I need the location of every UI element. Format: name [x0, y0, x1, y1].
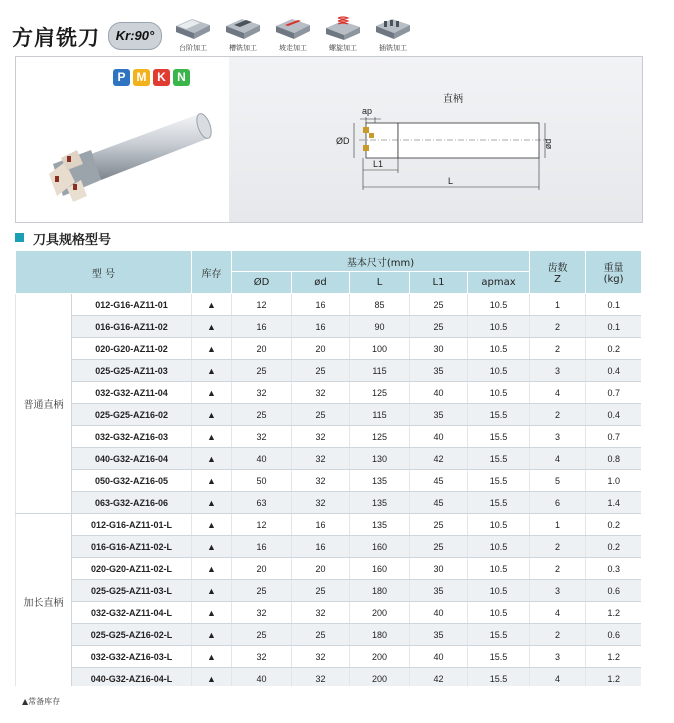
value-cell-kg: 0.3 — [586, 558, 641, 580]
value-cell-z: 4 — [530, 448, 586, 470]
table-row — [16, 668, 642, 687]
value-cell-L: 85 — [350, 294, 410, 316]
stock-cell: ▲ — [192, 316, 232, 338]
value-cell-L1: 35 — [410, 360, 468, 382]
value-cell-z: 6 — [530, 492, 586, 514]
value-cell-ap: 15.5 — [468, 646, 530, 668]
value-cell-ap: 15.5 — [468, 448, 530, 470]
value-cell-L1: 40 — [410, 646, 468, 668]
model-cell: 040-G32-AZ16-04 — [72, 448, 192, 470]
model-cell: 020-G20-AZ11-02-L — [72, 558, 192, 580]
value-cell-ap: 10.5 — [468, 294, 530, 316]
value-cell-L: 100 — [350, 338, 410, 360]
value-cell-D: 12 — [232, 514, 292, 536]
value-cell-kg: 0.7 — [586, 426, 641, 448]
operation-ramping — [270, 16, 316, 53]
table-row — [16, 580, 642, 602]
value-cell-z: 1 — [530, 294, 586, 316]
header-col-od: ød — [292, 272, 350, 294]
value-cell-z: 1 — [530, 514, 586, 536]
value-cell-D: 16 — [232, 536, 292, 558]
helical-milling-icon — [324, 16, 362, 40]
value-cell-D: 32 — [232, 602, 292, 624]
value-cell-kg: 0.1 — [586, 316, 641, 338]
table-row — [16, 316, 642, 338]
value-cell-z: 4 — [530, 382, 586, 404]
value-cell-L1: 25 — [410, 294, 468, 316]
end-mill-photo — [31, 92, 226, 217]
operation-slot — [220, 16, 266, 53]
value-cell-d: 16 — [292, 536, 350, 558]
value-cell-kg: 0.1 — [586, 294, 641, 316]
value-cell-D: 25 — [232, 360, 292, 382]
ap-label: ap — [362, 106, 373, 116]
value-cell-kg: 1.2 — [586, 646, 641, 668]
value-cell-kg: 0.6 — [586, 580, 641, 602]
value-cell-z: 2 — [530, 536, 586, 558]
header-col-OD: ØD — [232, 272, 292, 294]
value-cell-L1: 40 — [410, 602, 468, 624]
model-cell: 025-G25-AZ11-03-L — [72, 580, 192, 602]
value-cell-z: 2 — [530, 558, 586, 580]
stock-cell: ▲ — [192, 580, 232, 602]
model-cell: 063-G32-AZ16-06 — [72, 492, 192, 514]
value-cell-d: 16 — [292, 294, 350, 316]
operation-helical — [320, 16, 366, 53]
table-row — [16, 448, 642, 470]
value-cell-ap: 10.5 — [468, 360, 530, 382]
header-stock: 库存 — [192, 251, 232, 294]
value-cell-D: 32 — [232, 382, 292, 404]
slot-milling-icon — [224, 16, 262, 40]
stock-cell: ▲ — [192, 492, 232, 514]
value-cell-d: 20 — [292, 558, 350, 580]
table-row — [16, 404, 642, 426]
section-marker — [15, 233, 24, 242]
value-cell-D: 40 — [232, 448, 292, 470]
value-cell-L1: 42 — [410, 668, 468, 687]
model-cell: 032-G32-AZ16-03-L — [72, 646, 192, 668]
value-cell-D: 40 — [232, 668, 292, 687]
stock-cell: ▲ — [192, 558, 232, 580]
value-cell-z: 3 — [530, 646, 586, 668]
plunge-milling-icon — [374, 16, 412, 40]
value-cell-D: 63 — [232, 492, 292, 514]
value-cell-d: 32 — [292, 492, 350, 514]
material-m-badge: M — [133, 69, 150, 86]
value-cell-kg: 1.4 — [586, 492, 641, 514]
stock-cell: ▲ — [192, 426, 232, 448]
value-cell-D: 50 — [232, 470, 292, 492]
operation-label: 坡走加工 — [279, 44, 307, 52]
model-cell: 016-G16-AZ11-02 — [72, 316, 192, 338]
value-cell-d: 25 — [292, 624, 350, 646]
value-cell-kg: 0.4 — [586, 360, 641, 382]
product-photo-area — [16, 57, 229, 222]
value-cell-z: 2 — [530, 404, 586, 426]
value-cell-kg: 1.0 — [586, 470, 641, 492]
table-row — [16, 426, 642, 448]
table-row — [16, 536, 642, 558]
value-cell-L1: 45 — [410, 470, 468, 492]
kr-angle-badge: Kr:90° — [108, 22, 162, 50]
value-cell-L: 200 — [350, 646, 410, 668]
stock-cell: ▲ — [192, 602, 232, 624]
model-cell: 025-G25-AZ16-02 — [72, 404, 192, 426]
value-cell-ap: 15.5 — [468, 426, 530, 448]
value-cell-ap: 10.5 — [468, 514, 530, 536]
stock-cell: ▲ — [192, 470, 232, 492]
product-hero-panel — [15, 56, 643, 223]
value-cell-L1: 30 — [410, 558, 468, 580]
shank-diameter-label: ød — [543, 138, 553, 150]
table-row — [16, 646, 642, 668]
value-cell-D: 25 — [232, 624, 292, 646]
value-cell-D: 25 — [232, 580, 292, 602]
value-cell-L: 90 — [350, 316, 410, 338]
stock-cell: ▲ — [192, 646, 232, 668]
value-cell-kg: 0.4 — [586, 404, 641, 426]
value-cell-ap: 15.5 — [468, 624, 530, 646]
operation-label: 螺旋加工 — [329, 44, 357, 52]
spec-table-container — [15, 250, 641, 686]
spec-table — [15, 250, 641, 686]
header-teeth: 齿数 Z — [530, 251, 586, 294]
operation-plunge — [370, 16, 416, 53]
value-cell-L: 135 — [350, 492, 410, 514]
table-row — [16, 360, 642, 382]
dimension-diagram-area — [229, 57, 642, 222]
table-row — [16, 514, 642, 536]
model-cell: 032-G32-AZ11-04-L — [72, 602, 192, 624]
value-cell-d: 16 — [292, 316, 350, 338]
value-cell-z: 4 — [530, 668, 586, 687]
value-cell-L: 160 — [350, 558, 410, 580]
value-cell-ap: 10.5 — [468, 602, 530, 624]
value-cell-kg: 0.7 — [586, 382, 641, 404]
value-cell-kg: 0.2 — [586, 536, 641, 558]
section-title: 刀具规格型号 — [33, 233, 112, 248]
table-row — [16, 470, 642, 492]
header-col-apmax: apmax — [468, 272, 530, 294]
table-row — [16, 558, 642, 580]
value-cell-d: 32 — [292, 602, 350, 624]
group-label: 加长直柄 — [16, 514, 72, 687]
model-cell: 025-G25-AZ16-02-L — [72, 624, 192, 646]
value-cell-d: 32 — [292, 426, 350, 448]
value-cell-L: 125 — [350, 382, 410, 404]
operation-label: 台阶加工 — [179, 44, 207, 52]
table-row — [16, 602, 642, 624]
model-cell: 025-G25-AZ11-03 — [72, 360, 192, 382]
value-cell-d: 16 — [292, 514, 350, 536]
footnote: ▲常备库存 — [22, 697, 61, 706]
value-cell-L: 125 — [350, 426, 410, 448]
value-cell-ap: 10.5 — [468, 382, 530, 404]
model-cell: 016-G16-AZ11-02-L — [72, 536, 192, 558]
l1-label: L1 — [373, 159, 384, 169]
value-cell-L: 200 — [350, 668, 410, 687]
stock-cell: ▲ — [192, 404, 232, 426]
value-cell-L: 180 — [350, 580, 410, 602]
dimension-diagram — [229, 57, 642, 222]
model-cell: 032-G32-AZ16-03 — [72, 426, 192, 448]
value-cell-ap: 15.5 — [468, 668, 530, 687]
value-cell-d: 32 — [292, 382, 350, 404]
model-cell: 040-G32-AZ16-04-L — [72, 668, 192, 687]
stock-cell: ▲ — [192, 448, 232, 470]
stock-cell: ▲ — [192, 382, 232, 404]
stock-cell: ▲ — [192, 668, 232, 687]
value-cell-kg: 1.2 — [586, 668, 641, 687]
value-cell-ap: 10.5 — [468, 316, 530, 338]
value-cell-kg: 0.2 — [586, 338, 641, 360]
material-k-badge: K — [153, 69, 170, 86]
value-cell-D: 32 — [232, 646, 292, 668]
table-row — [16, 382, 642, 404]
model-cell: 012-G16-AZ11-01 — [72, 294, 192, 316]
value-cell-d: 32 — [292, 448, 350, 470]
value-cell-D: 16 — [232, 316, 292, 338]
value-cell-D: 25 — [232, 404, 292, 426]
value-cell-z: 3 — [530, 360, 586, 382]
value-cell-D: 20 — [232, 338, 292, 360]
diagram-title: 直柄 — [443, 94, 463, 105]
stock-cell: ▲ — [192, 624, 232, 646]
operation-label: 槽铣加工 — [229, 44, 257, 52]
value-cell-L1: 45 — [410, 492, 468, 514]
header-model: 型 号 — [16, 251, 192, 294]
value-cell-kg: 0.8 — [586, 448, 641, 470]
value-cell-L1: 25 — [410, 536, 468, 558]
value-cell-L1: 25 — [410, 316, 468, 338]
value-cell-D: 32 — [232, 426, 292, 448]
table-row — [16, 624, 642, 646]
value-cell-ap: 15.5 — [468, 404, 530, 426]
header-col-L1: L1 — [410, 272, 468, 294]
value-cell-z: 2 — [530, 624, 586, 646]
value-cell-L: 130 — [350, 448, 410, 470]
value-cell-L1: 42 — [410, 448, 468, 470]
material-p-badge: P — [113, 69, 130, 86]
value-cell-d: 25 — [292, 580, 350, 602]
value-cell-ap: 15.5 — [468, 470, 530, 492]
value-cell-L1: 35 — [410, 580, 468, 602]
operation-shoulder — [170, 16, 216, 53]
stock-cell: ▲ — [192, 338, 232, 360]
value-cell-z: 4 — [530, 602, 586, 624]
operation-label: 插铣加工 — [379, 44, 407, 52]
stock-cell: ▲ — [192, 294, 232, 316]
value-cell-ap: 10.5 — [468, 580, 530, 602]
table-row — [16, 338, 642, 360]
value-cell-L1: 35 — [410, 624, 468, 646]
l-label: L — [448, 176, 454, 186]
outer-diameter-label: ØD — [336, 136, 350, 146]
page-title: 方肩铣刀 — [12, 26, 100, 50]
value-cell-L1: 40 — [410, 426, 468, 448]
value-cell-ap: 10.5 — [468, 558, 530, 580]
material-n-badge: N — [173, 69, 190, 86]
value-cell-d: 32 — [292, 470, 350, 492]
group-label: 普通直柄 — [16, 294, 72, 514]
header-weight: 重量 (kg) — [586, 251, 641, 294]
value-cell-d: 25 — [292, 360, 350, 382]
value-cell-D: 20 — [232, 558, 292, 580]
table-row — [16, 294, 642, 316]
value-cell-L: 115 — [350, 360, 410, 382]
value-cell-d: 32 — [292, 668, 350, 687]
model-cell: 032-G32-AZ11-04 — [72, 382, 192, 404]
stock-cell: ▲ — [192, 360, 232, 382]
shoulder-milling-icon — [174, 16, 212, 40]
value-cell-d: 32 — [292, 646, 350, 668]
header-basic-dims: 基本尺寸(mm) — [232, 251, 530, 272]
stock-cell: ▲ — [192, 514, 232, 536]
value-cell-L: 200 — [350, 602, 410, 624]
model-cell: 012-G16-AZ11-01-L — [72, 514, 192, 536]
model-cell: 020-G20-AZ11-02 — [72, 338, 192, 360]
value-cell-L1: 25 — [410, 514, 468, 536]
value-cell-L1: 30 — [410, 338, 468, 360]
value-cell-L: 115 — [350, 404, 410, 426]
value-cell-L: 180 — [350, 624, 410, 646]
value-cell-kg: 0.6 — [586, 624, 641, 646]
value-cell-z: 2 — [530, 316, 586, 338]
header-col-L: L — [350, 272, 410, 294]
value-cell-L1: 40 — [410, 382, 468, 404]
ramping-icon — [274, 16, 312, 40]
value-cell-L: 135 — [350, 470, 410, 492]
value-cell-z: 3 — [530, 426, 586, 448]
model-cell: 050-G32-AZ16-05 — [72, 470, 192, 492]
value-cell-z: 2 — [530, 338, 586, 360]
table-row — [16, 492, 642, 514]
value-cell-d: 20 — [292, 338, 350, 360]
value-cell-ap: 10.5 — [468, 338, 530, 360]
value-cell-L1: 35 — [410, 404, 468, 426]
value-cell-L: 160 — [350, 536, 410, 558]
value-cell-z: 5 — [530, 470, 586, 492]
value-cell-ap: 10.5 — [468, 536, 530, 558]
value-cell-kg: 1.2 — [586, 602, 641, 624]
value-cell-ap: 15.5 — [468, 492, 530, 514]
value-cell-L: 135 — [350, 514, 410, 536]
value-cell-z: 3 — [530, 580, 586, 602]
stock-cell: ▲ — [192, 536, 232, 558]
value-cell-d: 25 — [292, 404, 350, 426]
spec-table-body — [16, 294, 642, 687]
value-cell-kg: 0.2 — [586, 514, 641, 536]
value-cell-D: 12 — [232, 294, 292, 316]
